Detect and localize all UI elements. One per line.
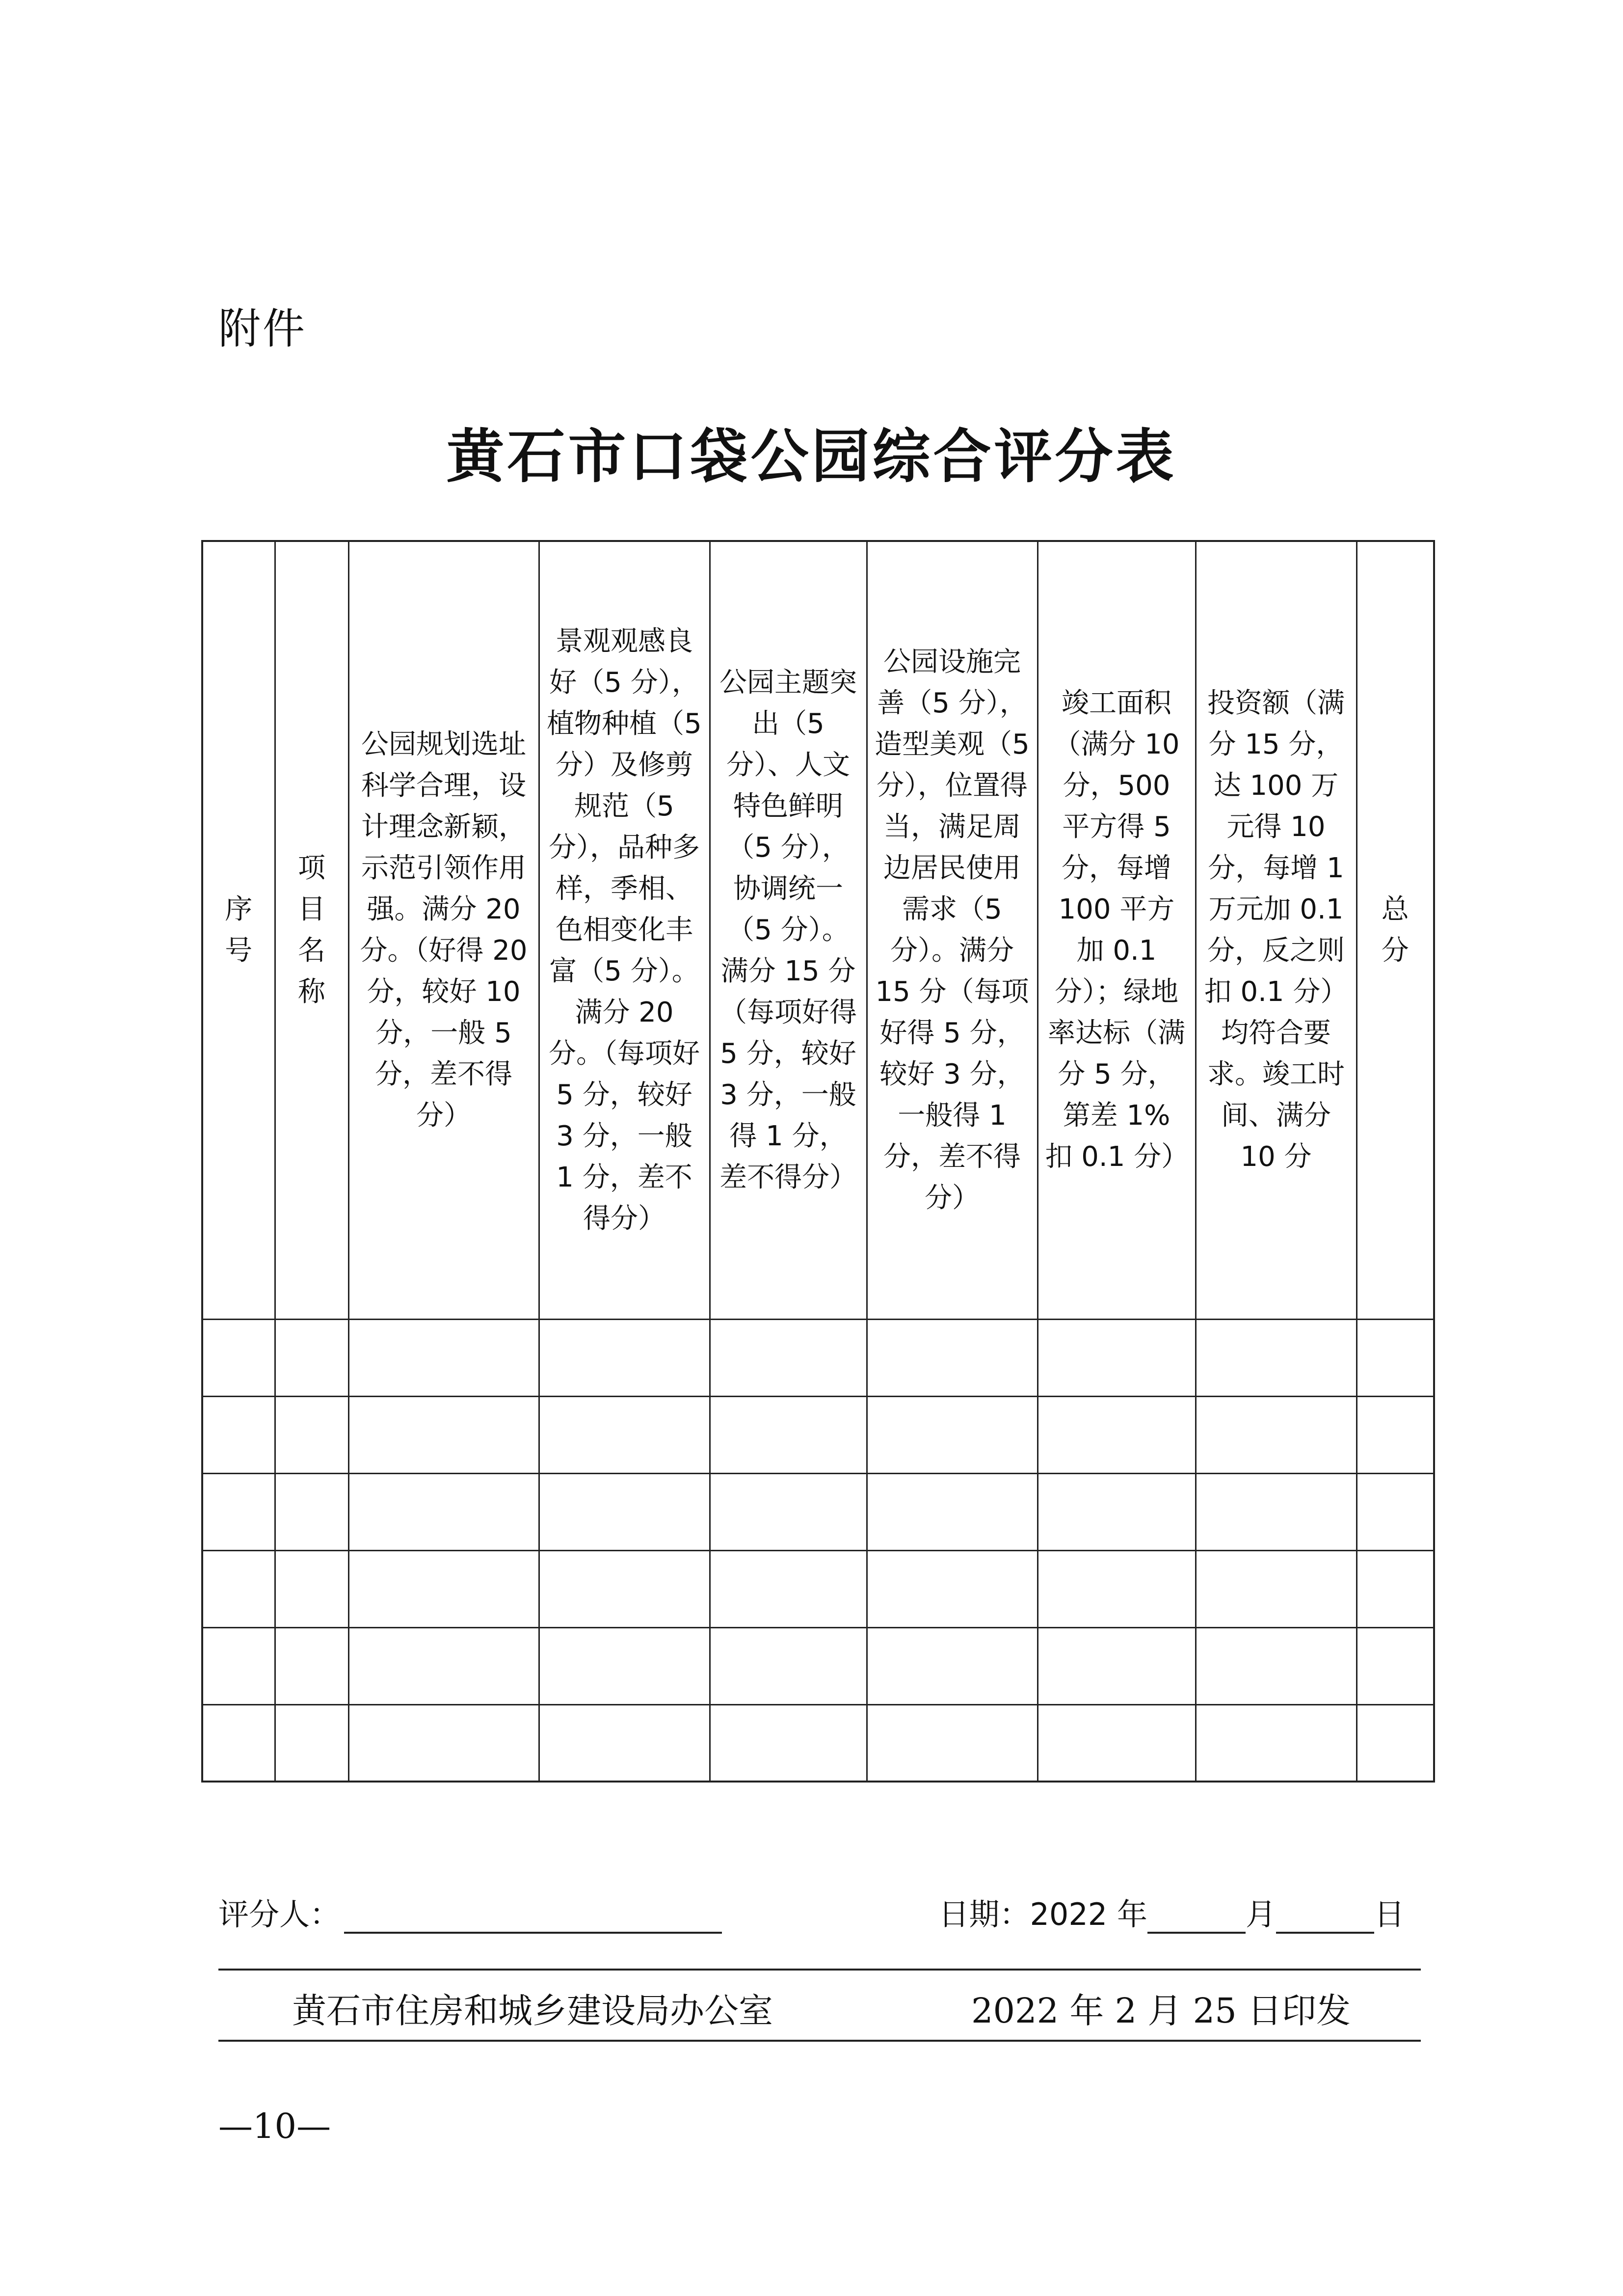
issue-date: 2022 年 2 月 25 日印发 <box>971 1991 1351 2031</box>
table-cell[interactable] <box>202 1627 275 1704</box>
table-cell[interactable] <box>275 1627 348 1704</box>
day-label: 日 <box>1374 1896 1405 1932</box>
table-cell[interactable] <box>867 1550 1038 1627</box>
table-cell[interactable] <box>1357 1550 1434 1627</box>
table-cell[interactable] <box>867 1704 1038 1782</box>
table-cell[interactable] <box>202 1550 275 1627</box>
table-row <box>202 1396 1434 1473</box>
scorer-label: 评分人： <box>218 1896 341 1932</box>
table-row <box>202 1550 1434 1627</box>
table-cell[interactable] <box>348 1396 539 1473</box>
table-row <box>202 1473 1434 1550</box>
header-row <box>202 541 1434 1319</box>
table-cell[interactable] <box>1357 1319 1434 1396</box>
table-cell[interactable] <box>710 1704 867 1782</box>
date-field <box>938 1890 1405 1934</box>
table-cell[interactable] <box>710 1396 867 1473</box>
score-table-body <box>202 1319 1434 1782</box>
table-cell[interactable] <box>348 1473 539 1550</box>
table-cell[interactable] <box>1196 1627 1357 1704</box>
date-label: 日期：2022 年 <box>938 1896 1147 1932</box>
table-cell[interactable] <box>1038 1627 1196 1704</box>
month-input[interactable] <box>1147 1899 1246 1934</box>
table-cell[interactable] <box>275 1550 348 1627</box>
table-cell[interactable] <box>710 1473 867 1550</box>
issuing-office: 黄石市住房和城乡建设局办公室 <box>292 1991 773 2031</box>
table-cell[interactable] <box>275 1704 348 1782</box>
table-cell[interactable] <box>1038 1704 1196 1782</box>
table-cell[interactable] <box>348 1550 539 1627</box>
month-label: 月 <box>1245 1896 1276 1932</box>
table-cell[interactable] <box>348 1319 539 1396</box>
table-cell[interactable] <box>1038 1396 1196 1473</box>
header-area: 竣工面积（满分 10 分，500 平方得 5 分，每增 100 平方加 0.1 分）；绿地率达标（满分 5 分，第差 1% 扣 0.1 分） <box>1038 541 1196 1319</box>
scorer-field <box>218 1890 722 1934</box>
table-cell[interactable] <box>275 1319 348 1396</box>
header-landscape: 景观观感良好（5 分），植物种植（5 分）及修剪规范（5 分），品种多样，季相、色相变化丰富（5 分）。满分 20 分。（每项好 5 分，较好 3 分，一般 1 分，差不得分） <box>539 541 710 1319</box>
table-cell[interactable] <box>275 1473 348 1550</box>
table-cell[interactable] <box>867 1473 1038 1550</box>
table-cell[interactable] <box>1357 1704 1434 1782</box>
page-title: 黄石市口袋公园综合评分表 <box>446 422 1177 490</box>
table-cell[interactable] <box>202 1319 275 1396</box>
table-cell[interactable] <box>348 1627 539 1704</box>
header-investment: 投资额（满分 15 分，达 100 万元得 10 分，每增 1 万元加 0.1 分，反之则扣 0.1 分）均符合要求。竣工时间、满分 10 分 <box>1196 541 1357 1319</box>
table-cell[interactable] <box>867 1319 1038 1396</box>
table-row <box>202 1704 1434 1782</box>
header-planning: 公园规划选址科学合理，设计理念新颖，示范引领作用强。满分 20 分。（好得 20 分，较好 10 分，一般 5 分，差不得分） <box>348 541 539 1319</box>
table-cell[interactable] <box>710 1550 867 1627</box>
table-cell[interactable] <box>539 1627 710 1704</box>
table-row <box>202 1627 1434 1704</box>
table-cell[interactable] <box>1038 1550 1196 1627</box>
table-cell[interactable] <box>202 1396 275 1473</box>
attachment-label: 附件 <box>218 304 307 353</box>
table-cell[interactable] <box>1196 1550 1357 1627</box>
imprint-bottom-rule <box>218 2040 1421 2042</box>
header-serial: 序号 <box>202 541 275 1319</box>
table-cell[interactable] <box>348 1704 539 1782</box>
table-cell[interactable] <box>539 1319 710 1396</box>
table-cell[interactable] <box>1196 1396 1357 1473</box>
header-theme: 公园主题突出（5 分）、人文特色鲜明（5 分），协调统一（5 分）。满分 15 分（每项好得 5 分，较好 3 分，一般得 1 分，差不得分） <box>710 541 867 1319</box>
table-cell[interactable] <box>202 1473 275 1550</box>
table-cell[interactable] <box>1196 1473 1357 1550</box>
header-facilities: 公园设施完善（5 分），造型美观（5 分），位置得当，满足周边居民使用需求（5 分）。满分 15 分（每项好得 5 分，较好 3 分，一般得 1 分，差不得分） <box>867 541 1038 1319</box>
day-input[interactable] <box>1276 1899 1374 1934</box>
table-row <box>202 1319 1434 1396</box>
score-table <box>201 540 1435 1783</box>
signature-line <box>218 1890 1405 1934</box>
header-total: 总分 <box>1357 541 1434 1319</box>
table-cell[interactable] <box>1357 1627 1434 1704</box>
table-cell[interactable] <box>710 1627 867 1704</box>
table-cell[interactable] <box>1357 1396 1434 1473</box>
table-cell[interactable] <box>867 1396 1038 1473</box>
scorer-input[interactable] <box>344 1899 722 1934</box>
table-cell[interactable] <box>1038 1319 1196 1396</box>
table-cell[interactable] <box>1038 1473 1196 1550</box>
table-cell[interactable] <box>867 1627 1038 1704</box>
table-cell[interactable] <box>539 1396 710 1473</box>
imprint <box>292 1983 1351 2032</box>
header-project-name: 项目名称 <box>275 541 348 1319</box>
table-cell[interactable] <box>710 1319 867 1396</box>
imprint-top-rule <box>218 1969 1421 1971</box>
table-cell[interactable] <box>275 1396 348 1473</box>
page-number: —10— <box>218 2106 331 2146</box>
table-cell[interactable] <box>1196 1704 1357 1782</box>
table-cell[interactable] <box>539 1550 710 1627</box>
table-cell[interactable] <box>202 1704 275 1782</box>
table-cell[interactable] <box>1196 1319 1357 1396</box>
table-cell[interactable] <box>539 1473 710 1550</box>
table-cell[interactable] <box>539 1704 710 1782</box>
table-cell[interactable] <box>1357 1473 1434 1550</box>
